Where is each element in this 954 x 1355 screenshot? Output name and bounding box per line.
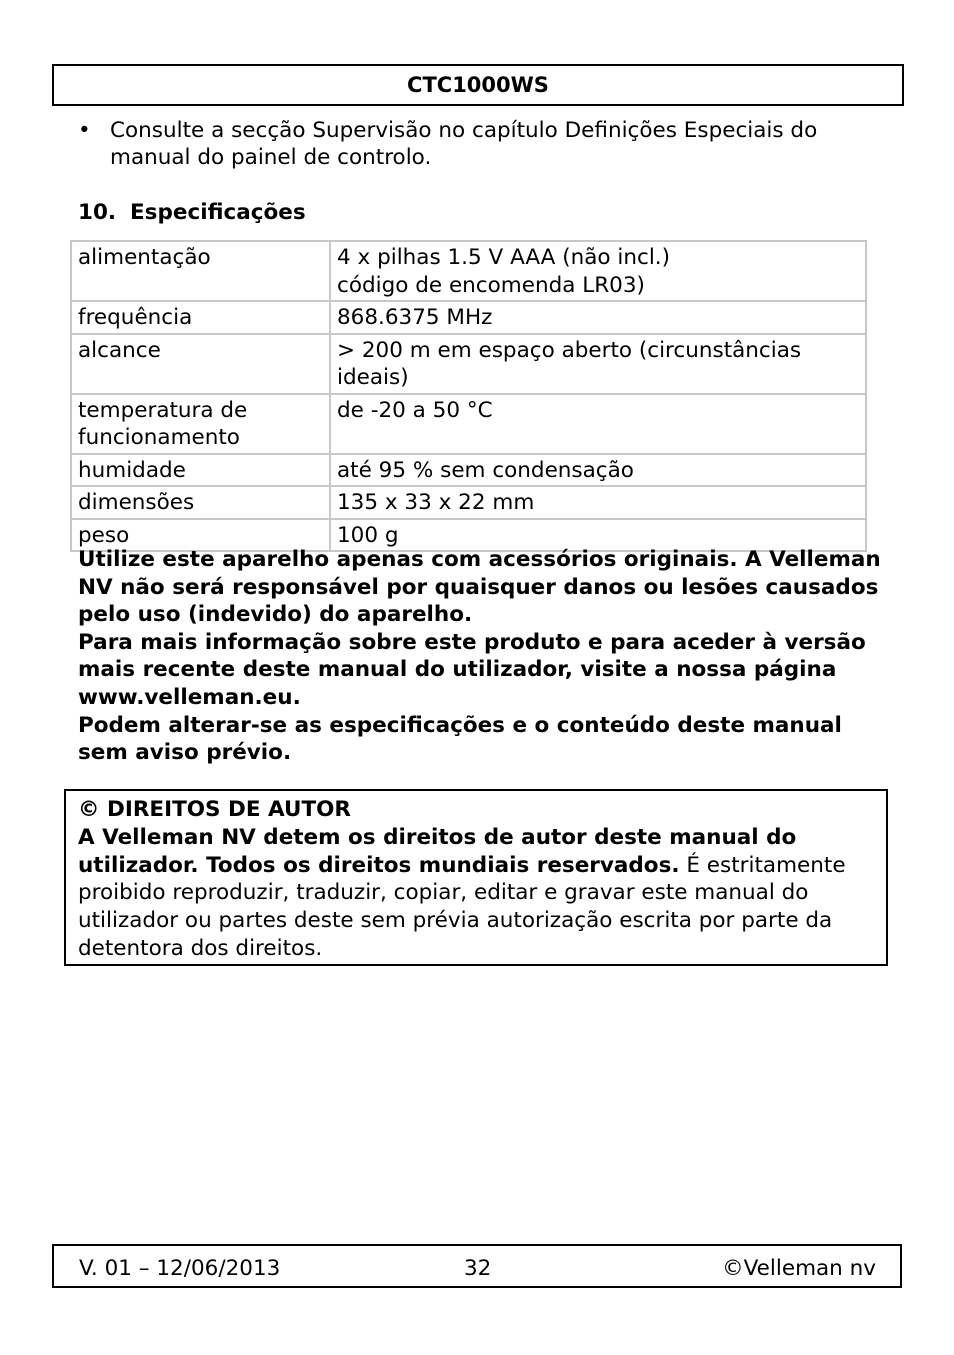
spec-value-line: até 95 % sem condensação [337,457,634,483]
copyright-heading: © DIREITOS DE AUTOR [78,797,351,822]
section-heading [78,199,306,226]
specifications-table [70,240,867,552]
spec-label: alimentação [71,241,330,301]
spec-value-line: 868.6375 MHz [337,305,493,330]
notice-paragraph-more-info: Para mais informação sobre este produto e para aceder à versão mais recente deste manual do utilizador, visite a nossa página www.velleman.eu. [78,629,866,710]
header-model-box [52,64,904,106]
spec-value [330,454,866,487]
header-model-title: CTC1000WS [407,73,549,97]
table-row [71,454,866,487]
intro-bullet-list [78,117,878,171]
bullet-icon: • [78,118,91,143]
spec-value-line: 135 x 33 x 22 mm [337,490,535,515]
copyright-normal-text: É estritamente proibido reproduzir, traduzir, copiar, editar e gravar este manual do utilizador ou partes deste sem prévia autorização escrita por parte da detentora dos direitos. [78,852,846,961]
spec-label: frequência [71,301,330,334]
table-row [71,241,866,301]
section-number: 10. [78,200,117,225]
spec-label: humidade [71,454,330,487]
table-row [71,334,866,394]
table-row [71,394,866,454]
spec-value [330,301,866,334]
page-footer [52,1244,902,1288]
table-row [71,301,866,334]
spec-label: alcance [71,334,330,394]
notice-paragraph-changes: Podem alterar-se as especificações e o conteúdo deste manual sem aviso prévio. [78,712,842,766]
copyright-box [64,789,888,966]
spec-label: peso [71,519,330,552]
footer-page-number: 32 [464,1256,492,1281]
footer-copyright: ©Velleman nv [722,1256,876,1281]
spec-value-line: código de encomenda LR03) [337,272,645,298]
spec-label: dimensões [71,486,330,519]
list-item [78,117,878,171]
spec-value-line: 4 x pilhas 1.5 V AAA (não incl.) [337,245,671,270]
section-title: Especificações [130,200,306,225]
bullet-text: Consulte a secção Supervisão no capítulo Definições Especiais do manual do painel de controlo. [110,118,818,170]
usage-notice [78,546,888,767]
copyright-bold-text: A Velleman NV detem os direitos de autor deste manual do utilizador. Todos os direitos mundiais reservados. [78,824,797,878]
footer-version: V. 01 – 12/06/2013 [79,1256,281,1281]
spec-value [330,334,866,394]
spec-value-line: 100 g [337,522,399,548]
spec-value [330,486,866,519]
specifications-table-body [71,241,866,551]
table-row [71,486,866,519]
spec-label: temperatura de funcionamento [71,394,330,454]
copyright-body [78,824,874,963]
spec-value-line: > 200 m em espaço aberto (circunstâncias ideais) [337,337,802,390]
spec-value [330,394,866,454]
spec-value-line: de -20 a 50 °C [337,397,493,423]
spec-value [330,241,866,301]
notice-paragraph-accessories: Utilize este aparelho apenas com acessórios originais. A Velleman NV não será responsável por quaisquer danos ou lesões causados pelo uso (indevido) do aparelho. [78,547,881,628]
